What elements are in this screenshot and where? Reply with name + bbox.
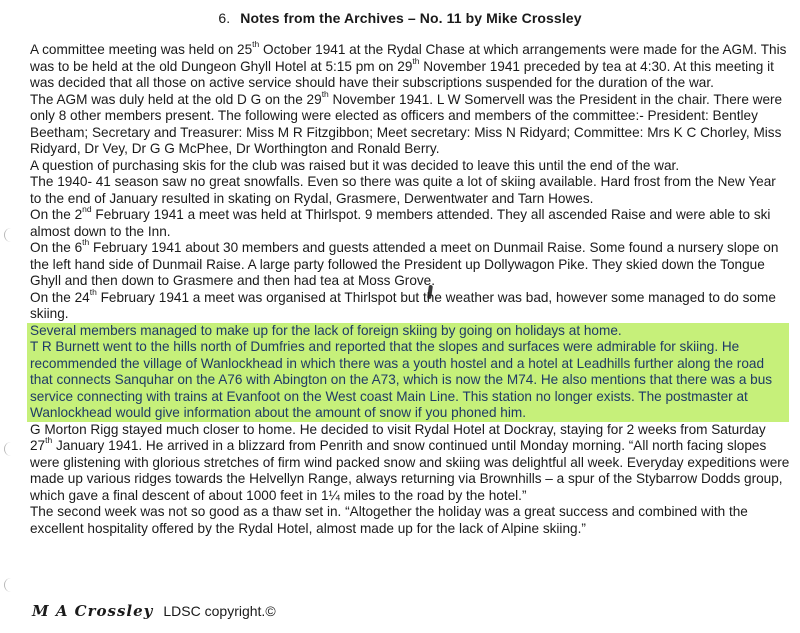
highlighted-paragraph: T R Burnett went to the hills north of Dumfries and reported that the slopes and surfaces were admirable for skiing. He recommended the village of Wanlockhead in which there was a youth hostel and a hotel at Leadhills further along the road that connects Sanquhar on the A76 with Abington on the A73, which is now the M74. He also mentions that there was a bus service connecting with trains at Evanfoot on the West coast Main Line. This station no longer exists. The postmaster at Wanlockhead would give information about the amount of snow if you phoned him. bbox=[30, 339, 773, 420]
article-heading: Notes from the Archives – No. 11 by Mike Crossley bbox=[240, 10, 582, 26]
highlighted-paragraph: Several members managed to make up for the lack of foreign skiing by going on holidays at home. bbox=[30, 322, 622, 338]
footer bbox=[32, 602, 276, 620]
paragraph: G Morton Rigg stayed much closer to home. He decided to visit Rydal Hotel at Dockray, staying for 2 weeks from Saturday 27th January 1941. He arrived in a blizzard from Penrith and snow continued until Monday morning. “All north facing slopes were glistening with glorious stretches of firm wind packed snow and skiing was delightful all week. Everyday expeditions were made up various ridges towards the Helvellyn Range, always returning via Brownhills – a spur of the Stybarrow Dodds group, which gave a final descent of about 1000 feet in 1¼ miles to the road by the hotel.” bbox=[30, 421, 790, 503]
paragraph: On the 24th February 1941 a meet was organised at Thirlspot but the weather was bad, however some managed to do some skiing. bbox=[30, 286, 776, 321]
scan-margin-mark bbox=[4, 442, 15, 456]
paragraph: The second week was not so good as a thaw set in. “Altogether the holiday was a great success and combined with the excellent hospitality offered by the Rydal Hotel, almost made up for the lack of Alpine skiing.” bbox=[30, 504, 748, 536]
paragraph: On the 2nd February 1941 a meet was held at Thirlspot. 9 members attended. They all ascended Raise and were able to ski almost down to the Inn. bbox=[30, 204, 771, 239]
paragraph: The 1940- 41 season saw no great snowfalls. Even so there was quite a lot of skiing available. Hard frost from the New Year to the end of January resulted in skating on Rydal, Grasmere, Derwentwater and Tarn Howes. bbox=[30, 174, 776, 206]
paragraph: A committee meeting was held on 25th October 1941 at the Rydal Chase at which arrangements were made for the AGM. This was to be held at the old Dungeon Ghyll Hotel at 5:15 pm on 29th November 1941 preceded by tea at 4:30. At this meeting it was decided that all those on active service should have their subscriptions suspended for the duration of the war. bbox=[30, 39, 787, 90]
article-body bbox=[30, 39, 790, 537]
scan-margin-mark bbox=[4, 578, 15, 592]
paragraph: On the 6th February 1941 about 30 members and guests attended a meet on Dunmail Raise. Some found a nursery slope on the left hand side of Dunmail Raise. A large party followed the President up Dollywagon Pike. They skied down the Tongue Ghyll and then down to Grasmere and then had tea at Moss Grove. bbox=[30, 237, 779, 288]
copyright-notice: LDSC copyright.© bbox=[163, 603, 276, 619]
article-number: 6. bbox=[218, 10, 231, 26]
paragraph: The AGM was duly held at the old D G on the 29th November 1941. L W Somervell was the President in the chair. There were only 8 other members present. The following were elected as officers and members of the committee:- President: Bentley Beetham; Secretary and Treasurer: Miss M R Fitzgibbon; Meet secretary: Miss N Ridyard; Committee: Mrs K C Chorley, Miss Ridyard, Dr Vey, Dr G G McPhee, Dr Worthington and Ronald Berry. bbox=[30, 88, 783, 156]
scan-margin-mark bbox=[4, 228, 15, 242]
paragraph: A question of purchasing skis for the club was raised but it was decided to leave this until the end of the war. bbox=[30, 157, 680, 173]
article-title bbox=[0, 10, 800, 26]
highlighted-section bbox=[27, 323, 789, 422]
author-signature: M A Crossley bbox=[32, 602, 154, 620]
